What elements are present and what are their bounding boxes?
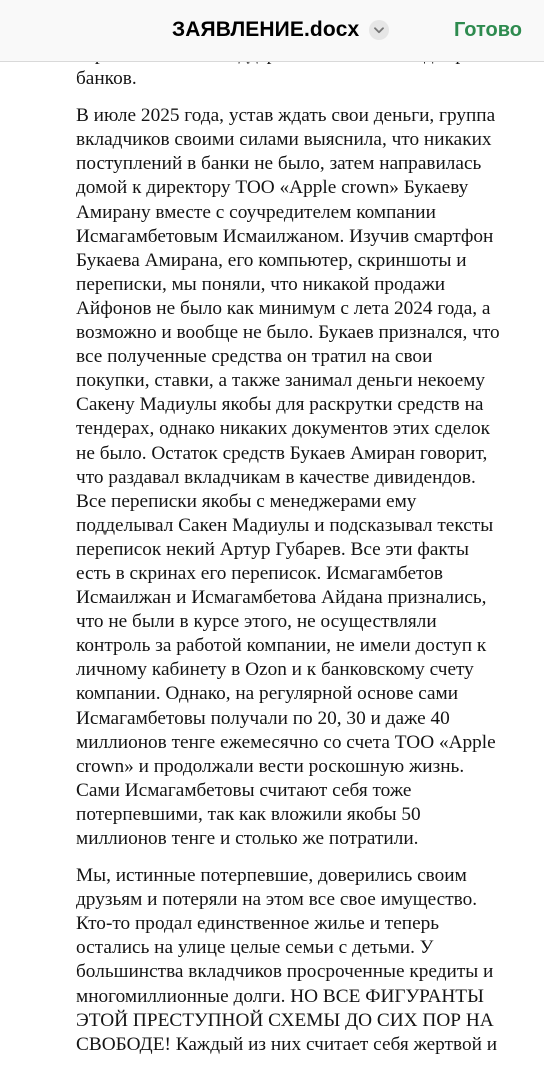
document-paragraph: В июле 2025 года, устав ждать свои деньги, группа вкладчиков своими силами выяснила, что никаких поступлений в банки не было, затем направилась домой к директору ТОО «Apple crown» Букаеву Амирану вместе с соучредителем компании Исмагамбетовым Исмаилжаном. Изучив смартфон Букаева Амирана, его компьютер, скриншоты и переписки, мы поняли, что никакой продажи Айфонов не было как минимум с лета 2024 года, а возможно и вообще не было. Букаев признался, что все полученные средства он тратил на свои покупки, ставки, а также занимал деньги некоему Сакену Мадиулы якобы для раскрутки средств на тендерах, однако никаких документов этих сделок не было. Остаток средств Букаев Амиран говорит, что раздавал вкладчикам в качестве дивидендов. Все переписки якобы с менеджерами ему подделывал Сакен Мадиулы и подсказывал тексты переписок некий Артур Губарев. Все эти факты есть в скринах его переписок. Исмагамбетов Исмаилжан и Исмагамбетова Айдана признались, что не были в курсе этого, не осуществляли контроль за работой компании, не имели доступ к личному кабинету в Ozon и к банковскому счету компании. Однако, на регулярной основе сами Исмагамбетовы получали по 20, 30 и даже 40 миллионов тенге ежемесячно со счета ТОО «Apple crown» и продолжали вести роскошную жизнь. Сами Исмагамбетовы считают себя тоже потерпевшими, так как вложили якобы 50 миллионов тенге и столько же потратили. bbox=[76, 105, 500, 849]
document-paragraph: банков. bbox=[76, 68, 137, 90]
document-paragraph: Мы, истинные потерпевшие, доверились своим друзьям и потеряли на этом все свое имущество. Кто-то продал единственное жилье и теперь остались на улице целые семьи с детьми. У большинства вкладчиков просроченные кредиты и многомиллионные долги. НО ВСЕ ФИГУРАНТЫ ЭТОЙ ПРЕСТУПНОЙ СХЕМЫ ДО СИХ ПОР НА СВОБОДЕ! Каждый из них считает себя жертвой и bbox=[76, 865, 498, 1055]
document-title: ЗАЯВЛЕНИЕ.docx bbox=[172, 18, 360, 41]
document-title-menu[interactable] bbox=[172, 18, 389, 42]
done-button[interactable]: Готово bbox=[453, 19, 522, 41]
chevron-down-icon[interactable] bbox=[369, 20, 389, 40]
document-body bbox=[76, 43, 506, 1070]
top-navigation-bar bbox=[0, 0, 544, 62]
